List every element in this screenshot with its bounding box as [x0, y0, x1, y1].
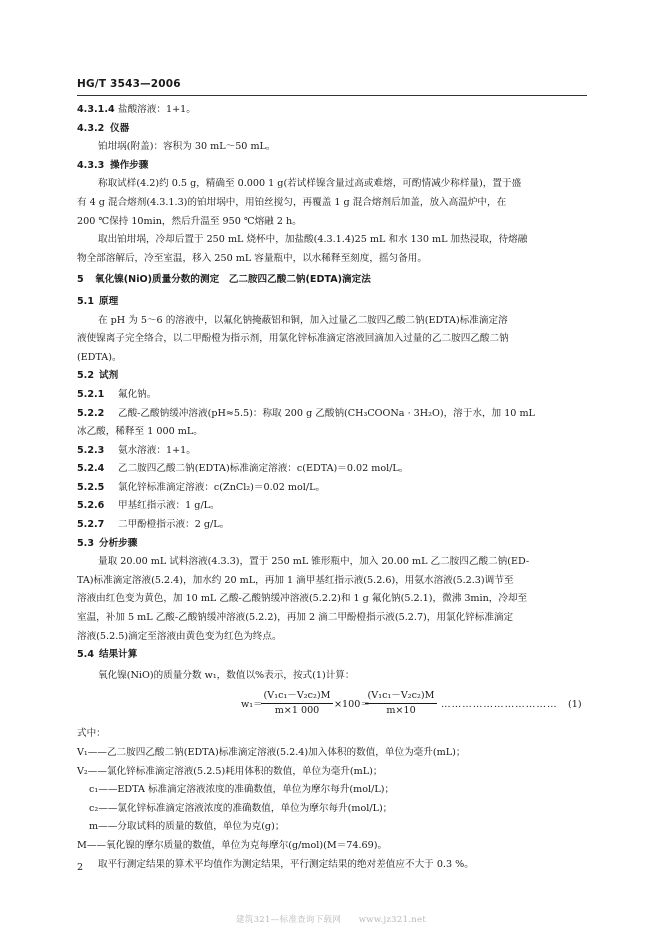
- variable-definition: V₁——乙二胺四乙酸二钠(EDTA)标准滴定溶液(5.2.4)加入体积的数值，单位为毫升(mL)；: [77, 747, 466, 758]
- clause-4-3-1-4: [77, 101, 589, 120]
- clause-number: 5.2.3: [77, 444, 105, 456]
- clause-text: 氟化钠。: [118, 388, 157, 400]
- equation-number: (1): [568, 699, 582, 711]
- clause-5-2-2: [77, 405, 589, 424]
- paragraph-line: 在 pH 为 5～6 的溶液中，以氟化钠掩蔽铝和铜，加入过量乙二胺四乙酸二钠(EDTA)标准滴定溶: [98, 314, 508, 326]
- clause-text: 二甲酚橙指示液：2 g/L。: [118, 519, 230, 531]
- paragraph-line: 取出铂坩埚，冷却后置于 250 mL 烧杯中，加盐酸(4.3.1.4)25 mL 和水 130 mL 加热浸取，待熔融: [98, 234, 528, 246]
- clause-title: 试剂: [99, 370, 119, 382]
- clause-number: 5.4: [77, 649, 94, 661]
- paragraph-line: (EDTA)。: [77, 351, 122, 363]
- variable-definition: M——氧化镍的摩尔质量的数值，单位为克每摩尔(g/mol)(M＝74.69)。: [77, 839, 388, 851]
- paragraph-line: 有 4 g 混合熔剂(4.3.1.3)的铂坩埚中，用铂丝搅匀，再覆盖 1 g 混合熔剂后加盖，放入高温炉中，在: [77, 196, 507, 208]
- clause-5-2-6: [77, 497, 589, 516]
- clause-4-3-3-heading: [77, 157, 589, 176]
- equation-lhs: w₁＝: [241, 699, 263, 711]
- clause-5-2-7: [77, 516, 589, 535]
- section-5-heading: [77, 271, 589, 290]
- clause-title: 原理: [99, 295, 119, 307]
- clause-text: 氯化锌标准滴定溶液：c(ZnCl₂)＝0.02 mol/L。: [118, 481, 326, 493]
- clause-text: 氨水溶液：1+1。: [118, 444, 196, 456]
- paragraph-line: 量取 20.00 mL 试料溶液(4.3.3)，置于 250 mL 锥形瓶中，加入 20.00 mL 乙二胺四乙酸二钠(ED-: [98, 556, 530, 568]
- page-number: 2: [77, 862, 84, 873]
- clause-title: 操作步骤: [110, 159, 149, 171]
- clause-5-2-3: [77, 442, 589, 461]
- clause-number: 5.3: [77, 537, 94, 549]
- clause-5-2-heading: [77, 367, 589, 386]
- clause-number: 4.3.3: [77, 159, 105, 171]
- paragraph-line: 物全部溶解后，冷至室温，移入 250 mL 容量瓶中，以水稀释至刻度，摇匀备用。: [77, 252, 427, 264]
- clause-title: 仪器: [110, 122, 130, 134]
- clause-text: 乙二胺四乙酸二钠(EDTA)标准滴定溶液：c(EDTA)＝0.02 mol/L。: [118, 463, 409, 475]
- clause-number: 5.2: [77, 370, 94, 382]
- header-rule: [77, 95, 587, 96]
- clause-5-4-heading: [77, 646, 589, 665]
- clause-5-3-heading: [77, 535, 589, 554]
- clause-text: 乙酸-乙酸钠缓冲溶液(pH≈5.5)：称取 200 g 乙酸钠(CH₃COONa · 3H₂O)，溶于水，加 10 mL: [118, 407, 535, 419]
- clause-5-1-heading: [77, 293, 589, 312]
- paragraph-line: 室温，补加 5 mL 乙酸-乙酸钠缓冲溶液(5.2.2)，再加 2 滴二甲酚橙指示液(5.2.7)，用氯化锌标准滴定: [77, 612, 514, 624]
- variable-definition: V₂——氯化锌标准滴定溶液(5.2.5)耗用体积的数值，单位为毫升(mL)；: [77, 765, 383, 777]
- clause-5-2-5: [77, 479, 589, 498]
- variable-definition: c₂——氯化锌标准滴定溶液浓度的准确数值，单位为摩尔每升(mol/L)；: [89, 802, 393, 814]
- fraction-1: [261, 689, 333, 718]
- where-label: 式中：: [77, 728, 106, 740]
- clause-title: 结果计算: [99, 649, 138, 661]
- paragraph-line: 溶液(5.2.5)滴定至溶液由黄色变为红色为终点。: [77, 630, 282, 642]
- paragraph-line: 溶液由红色变为黄色，加 10 mL 乙酸-乙酸钠缓冲溶液(5.2.2)和 1 g 氟化钠(5.2.1)，微沸 3min，冷却至: [77, 593, 528, 605]
- closing-paragraph: 取平行测定结果的算术平均值作为测定结果，平行测定结果的绝对差值应不大于 0.3 %。: [98, 858, 474, 870]
- paragraph-line: 冰乙酸，稀释至 1 000 mL。: [77, 426, 203, 438]
- clause-number: 5.2.6: [77, 500, 105, 512]
- fraction-2-denominator: m×10: [386, 705, 416, 717]
- clause-number: 5.2.5: [77, 481, 105, 493]
- paragraph-line: 称取试样(4.2)约 0.5 g，精确至 0.000 1 g(若试样镍含量过高或难熔，可酌情减少称样量)，置于盛: [98, 178, 522, 190]
- clause-number: 5.2.4: [77, 463, 105, 475]
- section-number: 5: [77, 274, 84, 286]
- document-body: [77, 101, 589, 874]
- clause-title: 分析步骤: [99, 537, 138, 549]
- watermark: 建筑321—标准查询下载网 www.jz321.net: [236, 915, 427, 925]
- variable-definition: m——分取试料的质量的数值，单位为克(g)；: [89, 821, 285, 833]
- equation-operator: ×100＝: [334, 699, 370, 711]
- clause-4-3-2-heading: [77, 120, 589, 139]
- fraction-2: [365, 689, 437, 718]
- variable-definition: c₁——EDTA 标准滴定溶液浓度的准确数值，单位为摩尔每升(mol/L)；: [89, 784, 395, 796]
- fraction-2-numerator: (V₁c₁－V₂c₂)M: [365, 689, 437, 704]
- equation-1: [77, 685, 589, 725]
- clause-4-3-2-body: 铂坩埚(附盖)：容积为 30 mL～50 mL。: [98, 141, 276, 153]
- clause-text: 甲基红指示液：1 g/L。: [118, 500, 220, 512]
- clause-5-2-1: [77, 386, 589, 405]
- fraction-1-denominator: m×1 000: [274, 705, 320, 717]
- clause-number: 5.2.2: [77, 407, 105, 419]
- formula-intro: 氧化镍(NiO)的质量分数 w₁，数值以%表示，按式(1)计算：: [98, 669, 355, 681]
- paragraph-line: 液使镍离子完全络合，以二甲酚橙为指示剂，用氯化锌标准滴定溶液回滴加入过量的乙二胺四乙酸二钠: [77, 333, 509, 345]
- clause-number: 4.3.2: [77, 122, 105, 134]
- clause-number: 5.2.1: [77, 388, 105, 400]
- paragraph-line: 200 ℃保持 10min，然后升温至 950 ℃熔融 2 h。: [77, 215, 302, 227]
- clause-number: 5.1: [77, 295, 94, 307]
- clause-5-2-4: [77, 460, 589, 479]
- clause-number: 4.3.1.4: [77, 104, 115, 115]
- paragraph-line: TA)标准滴定溶液(5.2.4)，加水约 20 mL，再加 1 滴甲基红指示液(5.2.6)，用氨水溶液(5.2.3)调节至: [77, 574, 514, 586]
- section-title: 氧化镍(NiO)质量分数的测定 乙二胺四乙酸二钠(EDTA)滴定法: [95, 274, 371, 286]
- fraction-1-numerator: (V₁c₁－V₂c₂)M: [261, 689, 333, 704]
- leader-dots: ……………………………: [441, 699, 558, 711]
- clause-number: 5.2.7: [77, 519, 105, 531]
- clause-text: 盐酸溶液：1+1。: [118, 104, 196, 115]
- standard-id: HG/T 3543—2006: [77, 78, 181, 90]
